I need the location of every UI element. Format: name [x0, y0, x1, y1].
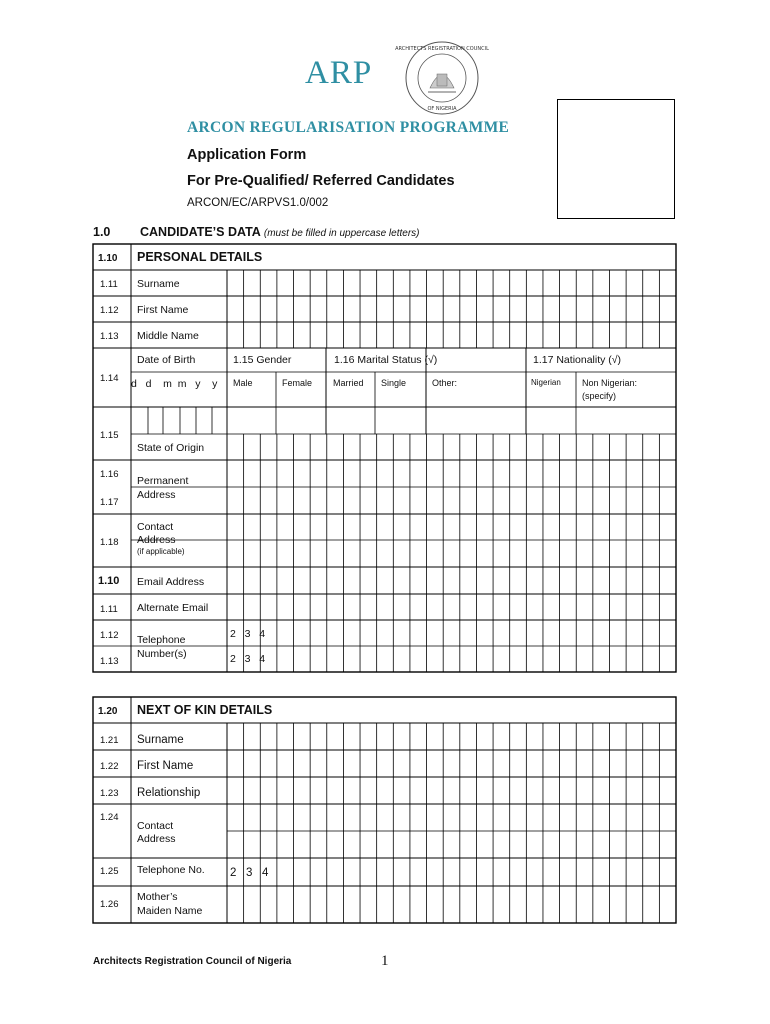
tel-prefix-2: 2 3 4: [230, 653, 266, 665]
section-note: (must be filled in uppercase letters): [263, 228, 420, 239]
row-num: 1.23: [100, 788, 119, 799]
form-code: ARCON/EC/ARPVS1.0/002: [187, 197, 329, 209]
arp-logo: ARP: [305, 55, 373, 91]
kin-surname-label: Surname: [137, 734, 184, 746]
first-name-label: First Name: [137, 304, 189, 316]
email-label: Email Address: [137, 576, 205, 588]
row-num: 1.16: [100, 469, 119, 480]
nationality-non-nigerian: Non Nigerian:: [582, 378, 638, 388]
page-number: 1: [381, 953, 389, 969]
row-num: 1.22: [100, 761, 119, 772]
row-num: 1.21: [100, 735, 119, 746]
section-title: CANDIDATE’S DATA (must be filled in uppercase letters): [140, 225, 420, 239]
kin-first-name-label: First Name: [137, 760, 194, 772]
telephone-label: Telephone: [137, 634, 186, 646]
personal-header-num: 1.10: [98, 253, 118, 264]
row-num: 1.13: [100, 656, 119, 667]
tel-prefix-1: 2 3 4: [230, 628, 266, 640]
kin-address-label: Address: [137, 833, 176, 845]
row-num: 1.17: [100, 497, 119, 508]
marital-married: Married: [333, 378, 364, 388]
row-num: 1.26: [100, 899, 119, 910]
form-title: Application Form: [187, 147, 307, 163]
contact-label: Contact: [137, 521, 174, 533]
row-num: 1.25: [100, 866, 119, 877]
kin-tel-prefix: 2 3 4: [230, 867, 269, 879]
permanent-label: Permanent: [137, 475, 189, 487]
contact-address-label: Address: [137, 534, 176, 546]
row-num: 1.24: [100, 812, 119, 823]
if-applicable-note: (if applicable): [137, 547, 185, 556]
nationality-specify: (specify): [582, 391, 617, 401]
surname-label: Surname: [137, 278, 180, 290]
dob-format: d d m m y y: [131, 378, 218, 390]
marital-single: Single: [381, 378, 407, 388]
form-subtitle: For Pre-Qualified/ Referred Candidates: [187, 173, 455, 189]
gender-male: Male: [233, 378, 253, 388]
state-of-origin-label: State of Origin: [137, 442, 205, 454]
nationality-label: 1.17 Nationality (√): [533, 354, 622, 366]
kin-telephone-label: Telephone No.: [137, 864, 205, 876]
seal-text-bottom: OF NIGERIA: [427, 106, 457, 112]
telephone-numbers-label: Number(s): [137, 648, 187, 660]
alt-email-label: Alternate Email: [137, 602, 209, 614]
row-num: 1.18: [100, 537, 119, 548]
section-number: 1.0: [93, 225, 111, 239]
dob-label: Date of Birth: [137, 354, 196, 366]
marital-other: Other:: [432, 378, 458, 388]
row-num: 1.11: [100, 279, 118, 290]
permanent-address-label: Address: [137, 489, 176, 501]
kin-relationship-label: Relationship: [137, 787, 201, 799]
mothers-label: Mother’s: [137, 891, 178, 903]
programme-title: ARCON REGULARISATION PROGRAMME: [187, 119, 510, 136]
kin-contact-label: Contact: [137, 820, 174, 832]
personal-header-title: PERSONAL DETAILS: [137, 250, 263, 264]
row-num: 1.10: [98, 575, 120, 587]
middle-name-label: Middle Name: [137, 330, 199, 342]
maiden-name-label: Maiden Name: [137, 905, 203, 917]
row-num: 1.12: [100, 630, 119, 641]
row-num: 1.11: [100, 604, 118, 615]
row-num: 1.14: [100, 373, 119, 384]
footer-org: Architects Registration Council of Nigeria: [93, 956, 292, 967]
row-num: 1.13: [100, 331, 119, 342]
marital-label: 1.16 Marital Status (√): [334, 354, 438, 366]
nationality-nigerian: Nigerian: [531, 378, 561, 387]
gender-label: 1.15 Gender: [233, 354, 292, 366]
gender-female: Female: [282, 378, 313, 388]
row-num: 1.12: [100, 305, 119, 316]
row-num: 1.15: [100, 430, 119, 441]
kin-header-title: NEXT OF KIN DETAILS: [137, 703, 273, 717]
seal-text-top: ARCHITECTS REGISTRATION COUNCIL: [395, 46, 489, 52]
kin-header-num: 1.20: [98, 706, 118, 717]
